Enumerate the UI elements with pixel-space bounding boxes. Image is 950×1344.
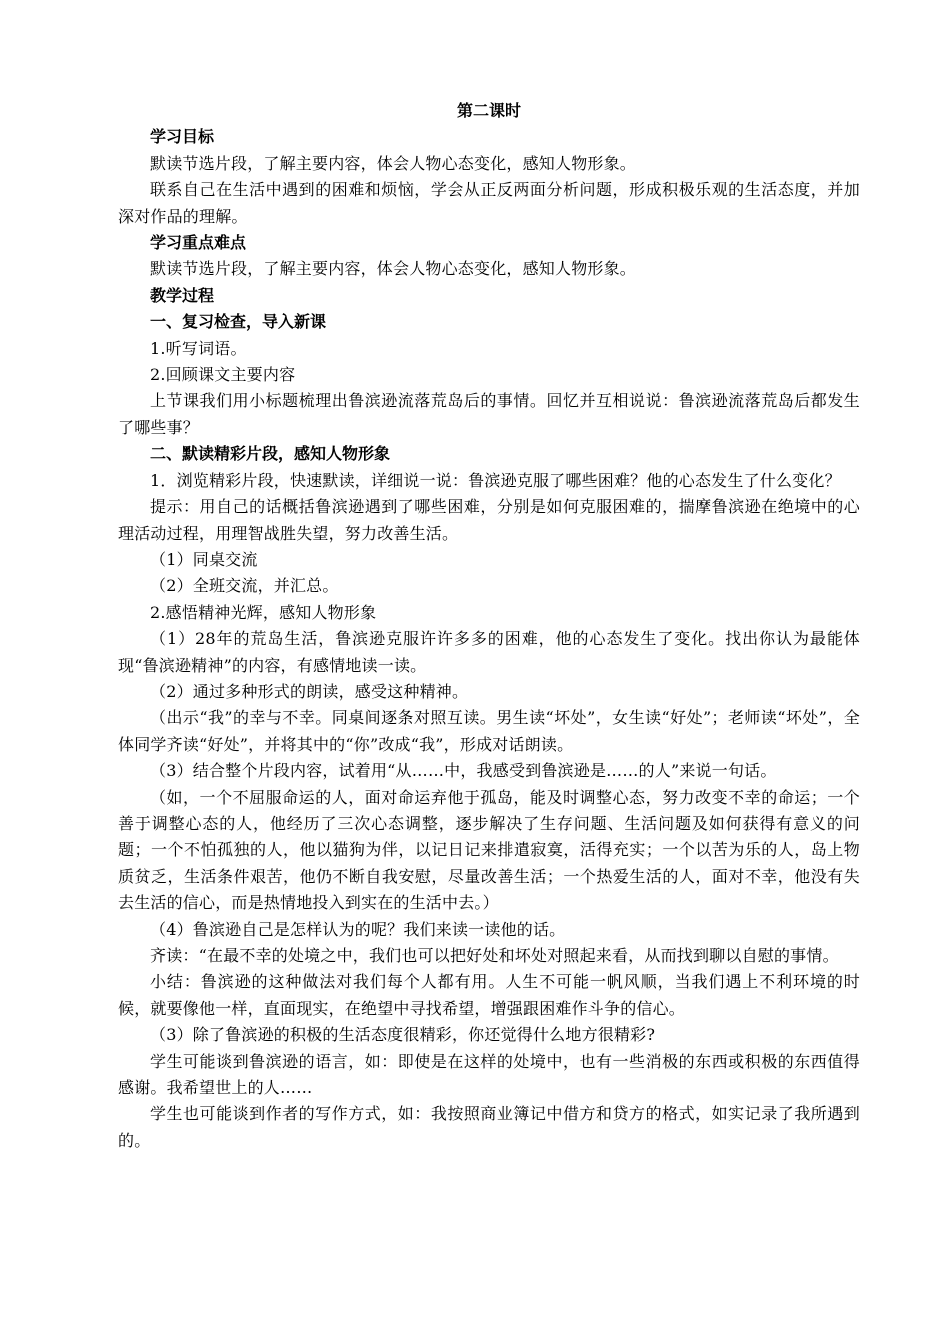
section-heading: 教学过程 xyxy=(150,285,215,305)
paragraph: 联系自己在生活中遇到的困难和烦恼，学会从正反两面分析问题，形成积极乐观的生活态度，并加深对作品的理解。 xyxy=(118,180,860,226)
document-page xyxy=(118,98,860,1154)
paragraph: 2.感悟精神光辉，感知人物形象 xyxy=(150,602,377,622)
paragraph: 默读节选片段，了解主要内容，体会人物心态变化，感知人物形象。 xyxy=(150,153,637,173)
page-title: 第二课时 xyxy=(456,101,521,120)
paragraph: （4）鲁滨逊自己是怎样认为的呢？我们来读一读他的话。 xyxy=(150,919,566,939)
paragraph: 1.听写词语。 xyxy=(150,338,247,358)
paragraph: （如，一个不屈服命运的人，面对命运弃他于孤岛，能及时调整心态，努力改变不幸的命运；一个善于调整心态的人，他经历了三次心态调整，逐步解决了生存问题、生活问题及如何获得有意义的问题；一个不怕孤独的人，他以猫狗为伴，以记日记来排遣寂寞，活得充实；一个以苦为乐的人，岛上物质贫乏，生活条件艰苦，他仍不断自我安慰，尽量改善生活；一个热爱生活的人，面对不幸，他没有失去生活的信心，而是热情地投入到实在的生活中去。） xyxy=(118,787,860,913)
paragraph: （3）结合整个片段内容，试着用“从……中，我感受到鲁滨逊是……的人”来说一句话。 xyxy=(150,761,777,781)
paragraph: 学生也可能谈到作者的写作方式，如：我按照商业簿记中借方和贷方的格式，如实记录了我所遇到的。 xyxy=(118,1104,860,1150)
section-heading: 学习重点难点 xyxy=(150,233,247,253)
paragraph: 提示：用自己的话概括鲁滨逊遇到了哪些困难，分别是如何克服困难的，揣摩鲁滨逊在绝境中的心理活动过程，用理智战胜失望，努力改善生活。 xyxy=(118,497,860,543)
paragraph: （3）除了鲁滨逊的积极的生活态度很精彩，你还觉得什么地方很精彩? xyxy=(150,1025,656,1045)
paragraph: 学生可能谈到鲁滨逊的语言，如：即使是在这样的处境中，也有一些消极的东西或积极的东西值得感谢。我希望世上的人…… xyxy=(118,1051,860,1098)
paragraph: （1）28年的荒岛生活，鲁滨逊克服许许多多的困难，他的心态发生了变化。找出你认为最能体现“鲁滨逊精神”的内容，有感情地读一读。 xyxy=(118,629,860,675)
paragraph: （出示“我”的幸与不幸。同桌间逐条对照互读。男生读“坏处”，女生读“好处”；老师读“坏处”，全体同学齐读“好处”，并将其中的“你”改成“我”，形成对话朗读。 xyxy=(118,708,860,754)
paragraph: 齐读：“在最不幸的处境之中，我们也可以把好处和坏处对照起来看，从而找到聊以自慰的事情。 xyxy=(150,946,839,965)
paragraph: （2）全班交流，并汇总。 xyxy=(150,576,339,596)
paragraph: （1）同桌交流 xyxy=(150,549,258,569)
section-heading: 二、默读精彩片段，感知人物形象 xyxy=(150,444,391,464)
paragraph: （2）通过多种形式的朗读，感受这种精神。 xyxy=(150,681,469,701)
paragraph: 上节课我们用小标题梳理出鲁滨逊流落荒岛后的事情。回忆并互相说说：鲁滨逊流落荒岛后都发生了哪些事？ xyxy=(118,391,860,437)
paragraph: 1．浏览精彩片段，快速默读，详细说一说：鲁滨逊克服了哪些困难？他的心态发生了什么变化？ xyxy=(150,470,841,490)
document-body xyxy=(118,124,860,1154)
section-heading: 一、复习检查，导入新课 xyxy=(150,312,327,332)
paragraph: 2.回顾课文主要内容 xyxy=(150,365,296,385)
paragraph: 小结：鲁滨逊的这种做法对我们每个人都有用。人生不可能一帆风顺，当我们遇上不利环境的时候，就要像他一样，直面现实，在绝望中寻找希望，增强跟困难作斗争的信心。 xyxy=(118,972,860,1018)
section-heading: 学习目标 xyxy=(150,127,215,147)
paragraph: 默读节选片段，了解主要内容，体会人物心态变化，感知人物形象。 xyxy=(150,259,637,279)
